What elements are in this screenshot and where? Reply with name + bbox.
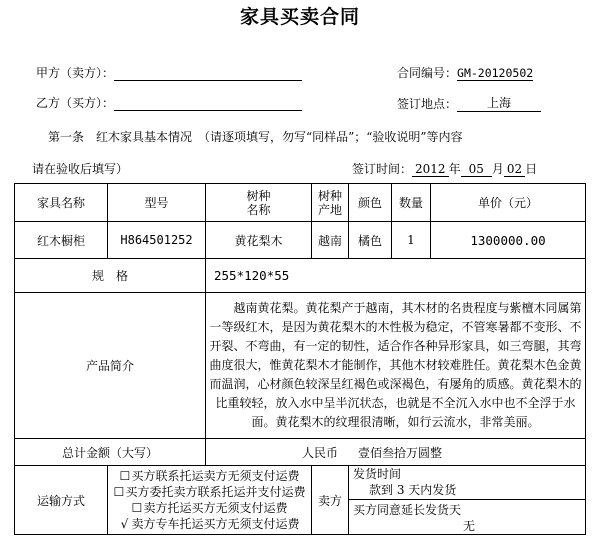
- total-cell: [206, 439, 586, 466]
- cell-wood: 黄花梨木: [206, 222, 312, 259]
- spec-value: 255*120*55: [206, 259, 586, 293]
- table-header-row: [15, 184, 586, 222]
- party-b-label: 乙方（买方）：: [36, 96, 115, 110]
- year-label: 年: [448, 162, 461, 176]
- checkbox-icon[interactable]: ☐: [113, 485, 125, 499]
- header-model: 型号: [108, 184, 206, 222]
- delivery-time-block: [349, 466, 585, 500]
- delivery-time-label: 发货时间: [353, 467, 402, 481]
- header-wood-line2: 名称: [246, 202, 271, 217]
- checkmark-icon[interactable]: √: [120, 517, 129, 531]
- party-a-label: 甲方（卖方）：: [36, 66, 115, 80]
- party-b-field[interactable]: [114, 96, 302, 111]
- spec-label: 规 格: [15, 259, 206, 293]
- shipping-option-2[interactable]: ☐买方委托卖方联系托运并支付运费: [113, 485, 306, 499]
- party-a-row: [36, 64, 302, 81]
- day-label: 日: [525, 162, 538, 176]
- sign-place-label: 签订地点：: [397, 97, 458, 111]
- extend-label: 买方同意延长发货天: [353, 503, 462, 517]
- header-qty: 数量: [392, 184, 431, 222]
- delivery-time-value: 款到 3 天内发货: [369, 483, 457, 497]
- shipping-option-1[interactable]: ☐买方联系托运卖方无须支付运费: [119, 469, 300, 483]
- spec-row: [15, 259, 586, 293]
- currency: 人民币: [302, 445, 339, 460]
- sign-place-row: [397, 94, 541, 112]
- sign-year: 2012: [412, 162, 449, 177]
- contract-no-label: 合同编号：: [397, 66, 458, 80]
- intro-text: [206, 293, 586, 439]
- shipping-row: [15, 466, 586, 535]
- cell-model: H864501252: [108, 222, 206, 259]
- shipping-option-3[interactable]: ☐卖方托运买方无须支付运费: [131, 501, 288, 515]
- total-row: [15, 439, 586, 466]
- contract-no-row: [397, 64, 533, 81]
- contract-no-value: GM-20120502: [457, 66, 534, 80]
- clause-1-line-1: 第一条 红木家具基本情况 （请逐项填写，勿写“同样品”；“验收说明”等内容: [48, 130, 463, 144]
- document-title: 家具买卖合同: [239, 6, 360, 28]
- table-row: [15, 222, 586, 259]
- intro-label: 产品简介: [15, 293, 206, 439]
- header-origin-line2: 产地: [317, 202, 342, 217]
- shipping-option-4[interactable]: √ 卖方专车托运买方无须支付运费: [120, 517, 300, 531]
- intro-text-body: 越南黄花梨。黄花梨产于越南，其木材的名贵程度与紫檀木同属第一等级红木，是因为黄花梨木的木性极为稳定，不管寒暑都不变形、不开裂、不弯曲，有一定的韧性，适合作各种异形家具，如三弯腿，其弯曲度很大，惟黄花梨木才能制作，其他木材较难胜任。黄花梨木色金黄而温润，心材颜色较深呈红褐色或深褐色，有屡角的质感。黄花梨木的比重较轻，放入水中呈半沉状态，也就是不全沉入水中也不全浮于水面。黄花梨木的纹理很清晰，如行云流水，非常美丽。: [209, 301, 582, 429]
- sign-time-row: [352, 160, 537, 177]
- party-b-row: [36, 94, 302, 111]
- header-price: 单价（元）: [431, 184, 586, 222]
- furniture-table: [14, 183, 586, 535]
- total-label: 总计金额（大写）: [15, 439, 206, 466]
- shipping-options: [108, 466, 312, 535]
- clause-1-line-2: 请在验收后填写）: [32, 162, 129, 176]
- cell-color: 橘色: [349, 222, 392, 259]
- month-label: 月: [491, 162, 504, 176]
- cell-origin: 越南: [312, 222, 349, 259]
- cell-price: 1300000.00: [431, 222, 586, 259]
- sign-month: 05: [461, 162, 492, 177]
- seller-label: 卖方: [312, 466, 349, 535]
- header-wood-line1: 树种: [246, 188, 271, 203]
- intro-row: [15, 293, 586, 439]
- sign-time-label: 签订时间：: [352, 162, 413, 176]
- header-origin: [312, 184, 349, 222]
- shipping-label: 运输方式: [15, 466, 108, 535]
- sign-day: 02: [504, 162, 525, 177]
- cell-name: 红木橱柜: [15, 222, 108, 259]
- sign-place-value: 上海: [457, 94, 541, 112]
- header-wood: [206, 184, 312, 222]
- extend-value: 无: [462, 519, 475, 533]
- checkbox-icon[interactable]: ☐: [119, 469, 131, 483]
- total-value: 壹佰叁拾万圆整: [358, 445, 443, 460]
- header-color: 颜色: [349, 184, 392, 222]
- party-a-field[interactable]: [114, 66, 302, 81]
- checkbox-icon[interactable]: ☐: [131, 501, 143, 515]
- header-name: 家具名称: [15, 184, 108, 222]
- delivery-cell: [349, 466, 586, 535]
- header-origin-line1: 树种: [317, 188, 342, 203]
- cell-qty: 1: [392, 222, 431, 259]
- extend-block: [349, 500, 585, 534]
